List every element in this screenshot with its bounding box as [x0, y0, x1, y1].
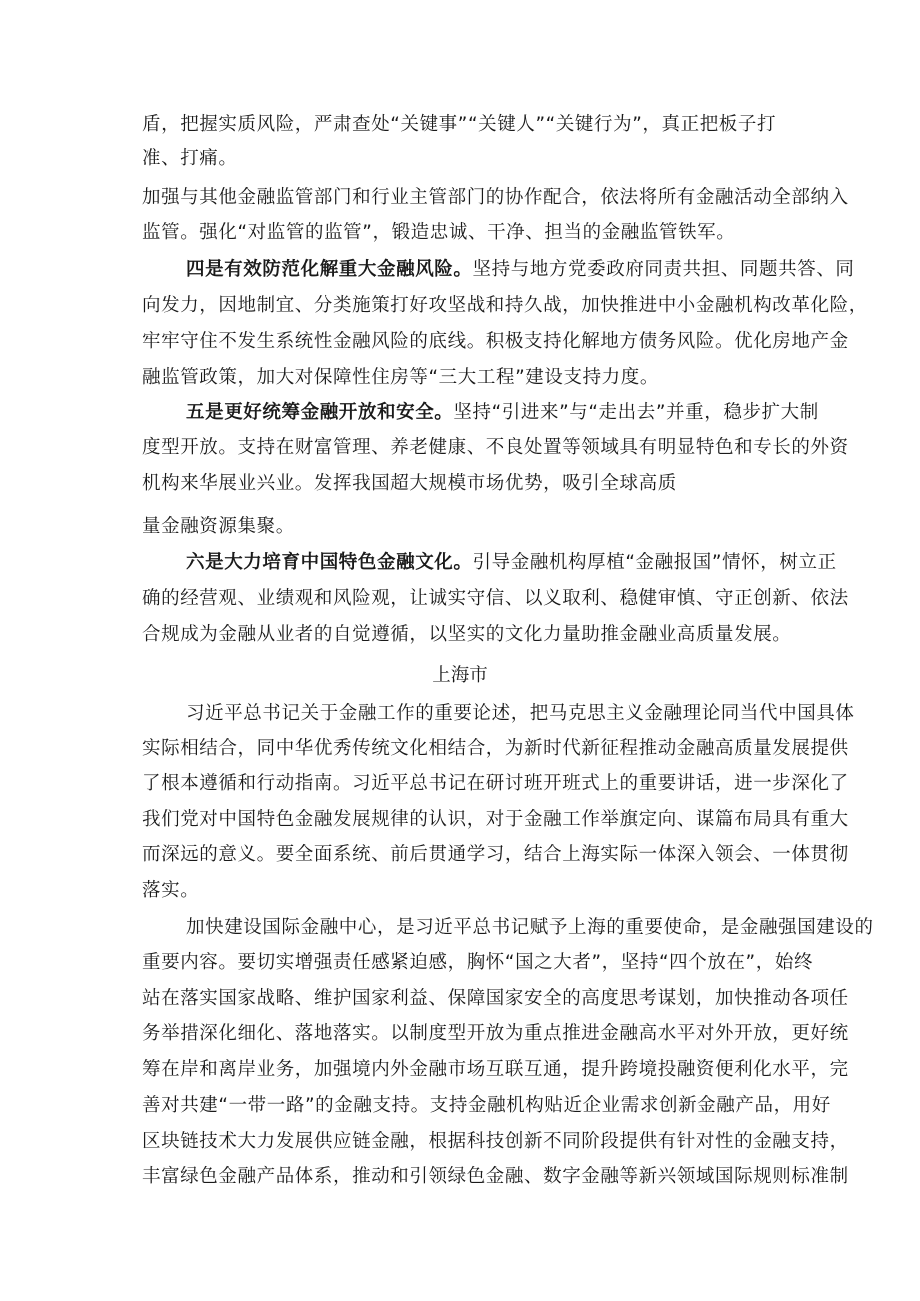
line-text: 善对共建“一带一路”的金融支持。支持金融机构贴近企业需求创新金融产品，用好	[142, 1095, 831, 1116]
text-line	[142, 737, 849, 761]
line-text: 而深远的意义。要全面系统、前后贯通学习，结合上海实际一体深入领会、一体贯彻	[142, 844, 849, 865]
line-text: 筹在岸和离岸业务，加强境内外金融市场互联互通，提升跨境投融资便利化水平，完	[142, 1059, 849, 1080]
text-line	[186, 401, 819, 425]
section-heading	[0, 664, 920, 688]
line-text: 坚持与地方党委政府同责共担、同题共答、同	[472, 259, 855, 280]
text-line	[142, 186, 849, 210]
line-text: 区块链技术大力发展供应链金融，根据科技创新不同阶段提供有针对性的金融支持，	[142, 1131, 849, 1152]
line-text: 务举措深化细化、落地落实。以制度型开放为重点推进金融高水平对外开放，更好统	[142, 1023, 849, 1044]
line-text: 了根本遵循和行动指南。习近平总书记在研讨班开班式上的重要讲话，进一步深化了	[142, 773, 849, 794]
text-line	[142, 472, 677, 496]
text-line	[142, 330, 849, 354]
line-text: 确的经营观、业绩观和风险观，让诚实守信、以义取利、稳健审慎、守正创新、依法	[142, 588, 849, 609]
text-line	[142, 843, 849, 867]
line-text: 度型开放。支持在财富管理、养老健康、不良处置等领域具有明显特色和专长的外资	[142, 437, 849, 458]
text-line	[142, 436, 849, 460]
text-line	[142, 515, 295, 539]
line-text: 向发力，因地制宜、分类施策打好攻坚战和持久战，加快推进中小金融机构改革化险，	[142, 295, 868, 316]
line-text: 合规成为金融从业者的自觉遵循，以坚实的文化力量助推金融业高质量发展。	[142, 624, 792, 645]
text-line	[142, 1022, 849, 1046]
text-line	[142, 294, 868, 318]
line-text: 实际相结合，同中华优秀传统文化相结合，为新时代新征程推动金融高质量发展提供	[142, 738, 849, 759]
line-text: 加快建设国际金融中心，是习近平总书记赋予上海的重要使命，是金融强国建设的	[186, 917, 874, 938]
text-line	[142, 772, 849, 796]
section-lead: 五是更好统筹金融开放和安全。	[186, 402, 454, 423]
text-line	[186, 258, 855, 282]
line-text: 站在落实国家战略、维护国家利益、保障国家安全的高度思考谋划，加快推动各项任	[142, 988, 849, 1009]
section-lead: 六是大力培育中国特色金融文化。	[186, 552, 473, 573]
section-lead: 四是有效防范化解重大金融风险。	[186, 259, 473, 280]
text-line	[142, 623, 791, 647]
text-line	[142, 1130, 849, 1154]
line-text: 习近平总书记关于金融工作的重要论述，把马克思主义金融理论同当代中国具体	[186, 703, 855, 724]
text-line	[142, 987, 849, 1011]
heading-text: 上海市	[432, 665, 488, 686]
line-text: 融监管政策，加大对保障性住房等“三大工程”建设支持力度。	[142, 367, 659, 388]
text-line	[142, 1094, 831, 1118]
text-line	[142, 1165, 849, 1189]
text-line	[142, 1058, 849, 1082]
text-line	[142, 147, 238, 171]
line-text: 盾，把握实质风险，严肃查处“关键事”“关键人”“关键行为”，真正把板子打	[142, 114, 777, 135]
line-text: 机构来华展业兴业。发挥我国超大规模市场优势，吸引全球高质	[142, 473, 677, 494]
line-text: 坚持“引进来”与“走出去”并重，稳步扩大制	[453, 402, 819, 423]
text-line	[186, 702, 855, 726]
text-line	[142, 366, 659, 390]
text-line	[142, 879, 199, 903]
text-line	[142, 808, 849, 832]
line-text: 量金融资源集聚。	[142, 516, 295, 537]
line-text: 加强与其他金融监管部门和行业主管部门的协作配合，依法将所有金融活动全部纳入	[142, 187, 849, 208]
text-line	[142, 587, 849, 611]
text-line	[142, 113, 776, 137]
text-line	[142, 951, 813, 975]
line-text: 丰富绿色金融产品体系，推动和引领绿色金融、数字金融等新兴领域国际规则标准制	[142, 1166, 849, 1187]
text-line	[142, 221, 735, 245]
line-text: 监管。强化“对监管的监管”，锻造忠诚、干净、担当的金融监管铁军。	[142, 222, 736, 243]
line-text: 准、打痛。	[142, 148, 238, 169]
line-text: 我们党对中国特色金融发展规律的认识，对于金融工作举旗定向、谋篇布局具有重大	[142, 809, 849, 830]
line-text: 牢牢守住不发生系统性金融风险的底线。积极支持化解地方债务风险。优化房地产金	[142, 331, 849, 352]
line-text: 引导金融机构厚植“金融报国”情怀，树立正	[472, 552, 837, 573]
text-line	[186, 551, 837, 575]
line-text: 重要内容。要切实增强责任感紧迫感，胸怀“国之大者”，坚持“四个放在”，始终	[142, 952, 814, 973]
text-line	[186, 916, 874, 940]
line-text: 落实。	[142, 880, 200, 901]
